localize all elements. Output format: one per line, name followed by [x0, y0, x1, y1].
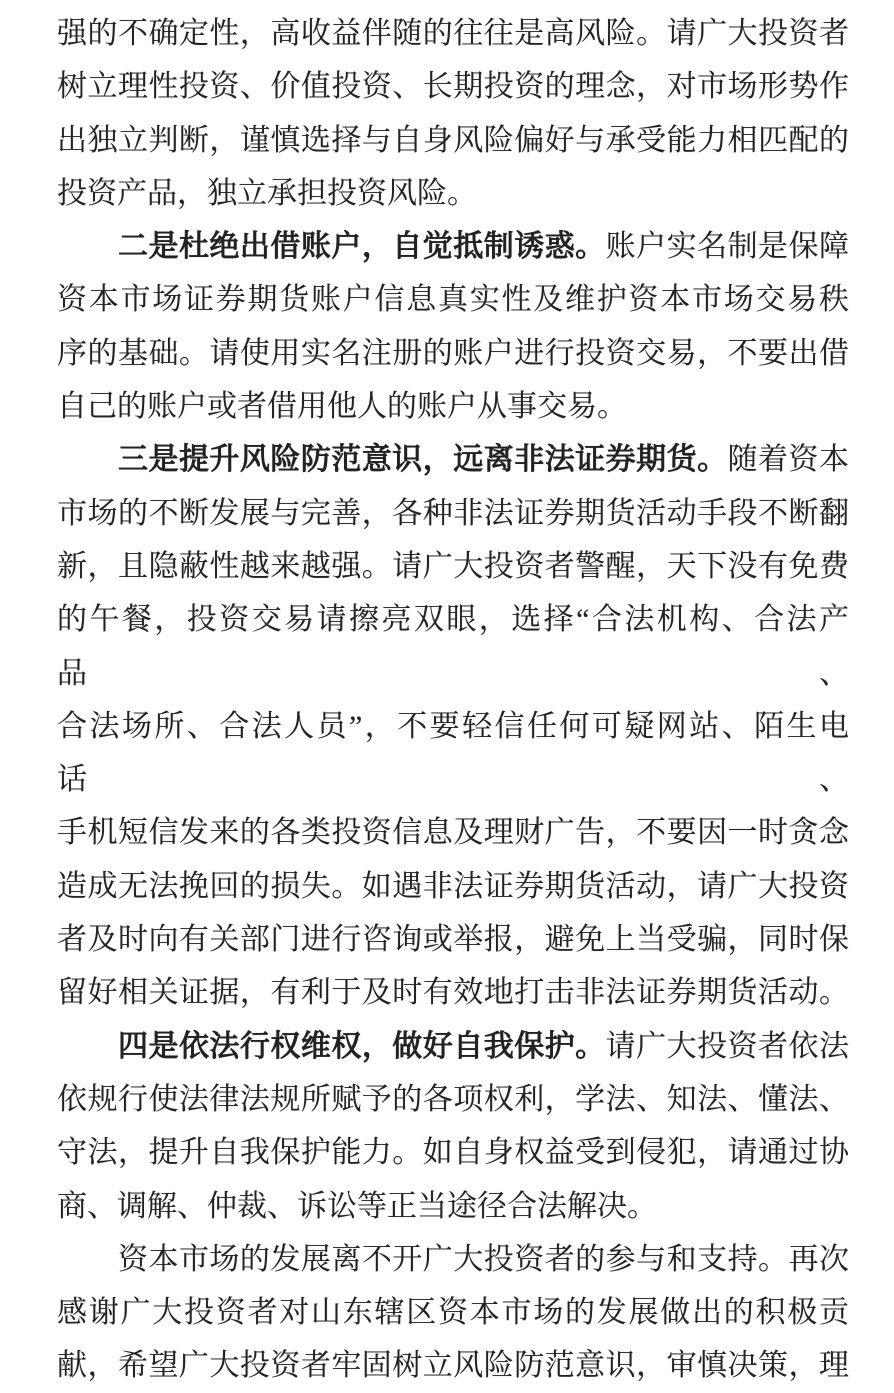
- text-line: [57, 1020, 849, 1073]
- text-line: [57, 540, 849, 593]
- text-line: [57, 7, 849, 60]
- text-line: [57, 1339, 849, 1392]
- text-segment: 者及时向有关部门进行咨询或举报，避免上当受骗，同时保: [57, 923, 849, 957]
- text-line: [57, 380, 849, 433]
- text-segment: 献，希望广大投资者牢固树立风险防范意识，审慎决策，理: [57, 1349, 849, 1383]
- text-line: [57, 220, 849, 273]
- text-line: [57, 60, 849, 113]
- text-segment: 强的不确定性，高收益伴随的往往是高风险。请广大投资者: [57, 17, 849, 50]
- text-line: [57, 327, 849, 380]
- text-segment: 随着资本: [727, 443, 850, 477]
- text-line: [57, 860, 849, 913]
- text-segment: 新，且隐蔽性越来越强。请广大投资者警醒，天下没有免费: [57, 549, 849, 583]
- bold-lead-segment: 二是杜绝出借账户，自觉抵制诱惑。: [118, 230, 606, 264]
- text-line: [57, 273, 849, 326]
- text-line: [57, 1126, 849, 1179]
- text-segment: 市场的不断发展与完善，各种非法证券期货活动手段不断翻: [57, 496, 849, 530]
- bold-lead-segment: 四是依法行权维权，做好自我保护。: [118, 1029, 606, 1063]
- text-segment: 守法，提升自我保护能力。如自身权益受到侵犯，请通过协: [57, 1136, 849, 1170]
- text-segment: 出独立判断，谨慎选择与自身风险偏好与承受能力相匹配的: [57, 123, 849, 157]
- text-line: [57, 114, 849, 167]
- text-line: [57, 913, 849, 966]
- text-segment: 投资产品，独立承担投资风险。: [57, 176, 477, 210]
- text-segment: 手机短信发来的各类投资信息及理财广告，不要因一时贪念: [57, 816, 849, 850]
- text-segment: 资本市场的发展离不开广大投资者的参与和支持。再次: [118, 1242, 849, 1276]
- text-line: [57, 1286, 849, 1339]
- text-line: [57, 700, 849, 807]
- text-line: [57, 167, 849, 220]
- text-line: [57, 1073, 849, 1126]
- text-segment: 合法场所、合法人员”，不要轻信任何可疑网站、陌生电话、: [57, 709, 849, 797]
- text-line: [57, 806, 849, 859]
- text-segment: 造成无法挽回的损失。如遇非法证券期货活动，请广大投资: [57, 869, 849, 903]
- bold-lead-segment: 三是提升风险防范意识，远离非法证券期货。: [118, 443, 728, 477]
- text-segment: 的午餐，投资交易请擦亮双眼，选择“合法机构、合法产品、: [57, 603, 849, 690]
- text-segment: 树立理性投资、价值投资、长期投资的理念，对市场形势作: [57, 70, 849, 104]
- text-segment: 留好相关证据，有利于及时有效地打击非法证券期货活动。: [57, 976, 849, 1010]
- text-segment: 依规行使法律法规所赋予的各项权利，学法、知法、懂法、: [57, 1082, 849, 1116]
- text-segment: 感谢广大投资者对山东辖区资本市场的发展做出的积极贡: [57, 1296, 849, 1330]
- text-line: [57, 966, 849, 1019]
- document-page: [57, 7, 849, 1393]
- text-line: [57, 593, 849, 700]
- text-segment: 序的基础。请使用实名注册的账户进行投资交易，不要出借: [57, 336, 849, 370]
- text-segment: 自己的账户或者借用他人的账户从事交易。: [57, 390, 627, 424]
- text-segment: 请广大投资者依法: [605, 1029, 850, 1063]
- text-segment: 商、调解、仲裁、诉讼等正当途径合法解决。: [57, 1189, 657, 1223]
- text-segment: 资本市场证券期货账户信息真实性及维护资本市场交易秩: [57, 283, 849, 317]
- text-line: [57, 487, 849, 540]
- text-line: [57, 433, 849, 486]
- text-line: [57, 1180, 849, 1233]
- text-segment: 账户实名制是保障: [605, 230, 850, 264]
- text-line: [57, 1233, 849, 1286]
